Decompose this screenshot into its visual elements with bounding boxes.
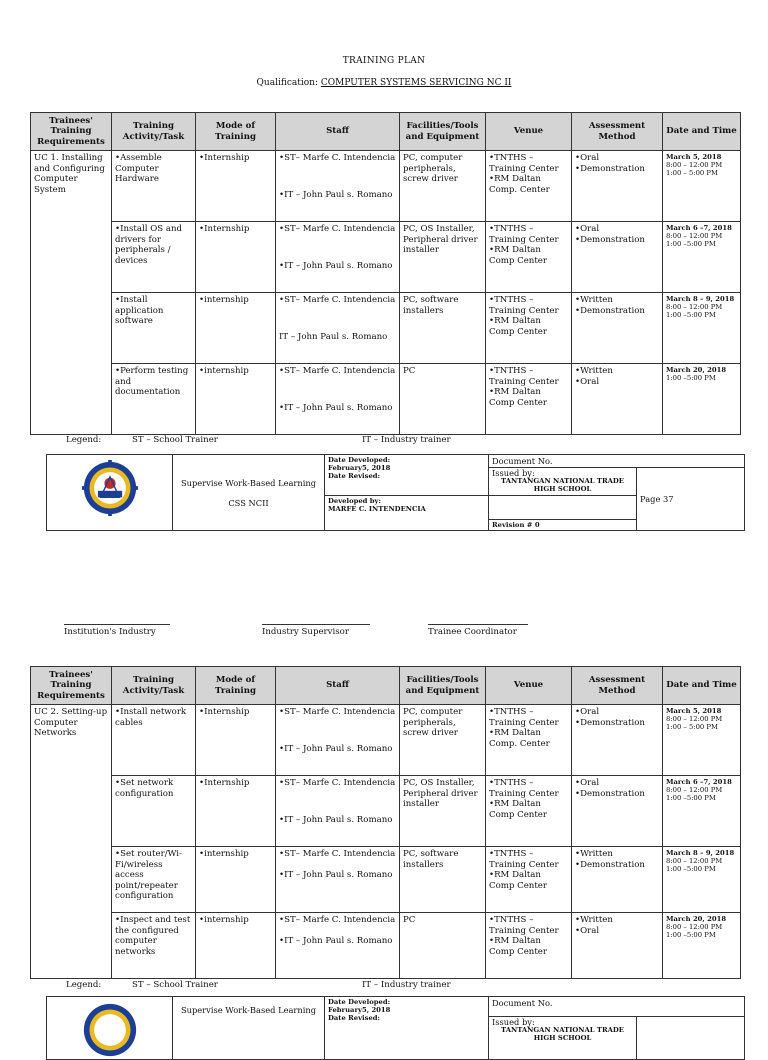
training-time: 1:00 –5:00 PM: [666, 240, 716, 248]
training-plan-table-uc1: [30, 112, 741, 435]
training-date: March 6 –7, 2018: [666, 778, 732, 786]
table-row: [31, 364, 741, 435]
legend-school-trainer: ST – School Trainer: [132, 435, 218, 445]
revision-number: Revision # 0: [489, 520, 637, 531]
training-time: 1:00 –5:00 PM: [666, 865, 716, 873]
school-logo: [81, 1002, 139, 1058]
venue-secondary: • RM Daltan Comp Center: [489, 316, 568, 337]
staff-school-trainer: • ST– Marfe C. Intendencia: [279, 915, 396, 926]
training-date: March 20, 2018: [666, 915, 727, 923]
legend-label: Legend:: [66, 980, 102, 990]
staff-industry-trainer: • IT – John Paul s. Romano: [279, 261, 396, 272]
venue-primary: • TNTHS – Training Center: [489, 849, 568, 870]
training-time: 8:00 – 12:00 PM: [666, 161, 723, 169]
training-mode: • internship: [199, 849, 272, 860]
facilities: PC: [400, 913, 486, 979]
developed-by-label: Developed by:: [328, 497, 382, 505]
assessment-method: • Oral: [575, 377, 659, 388]
venue-primary: • TNTHS – Training Center: [489, 707, 568, 728]
issued-by-cell: [489, 1016, 637, 1059]
developed-by-cell: [325, 496, 489, 531]
column-header: Training Activity/Task: [112, 113, 196, 151]
training-time: 8:00 – 12:00 PM: [666, 923, 723, 931]
legend-school-trainer: ST – School Trainer: [132, 980, 218, 990]
training-mode: • Internship: [199, 778, 272, 789]
venue-primary: • TNTHS – Training Center: [489, 224, 568, 245]
column-header: Trainees' Training Requirements: [31, 667, 112, 705]
footer-program-title: Supervise Work-Based Learning: [180, 1005, 317, 1015]
facilities: PC, computer peripherals, screw driver: [400, 151, 486, 222]
assessment-method: • Demonstration: [575, 164, 659, 175]
logo-cell: [47, 997, 173, 1060]
legend-industry-trainer: IT – Industry trainer: [362, 435, 451, 445]
facilities: PC, software installers: [400, 847, 486, 913]
staff-school-trainer: • ST– Marfe C. Intendencia: [279, 295, 396, 306]
assessment-method: • Demonstration: [575, 718, 659, 729]
signature-industry-supervisor: Industry Supervisor: [262, 624, 370, 637]
activity-task: • Install OS and drivers for peripherals / devices: [115, 224, 192, 266]
assessment-method: • Written: [575, 295, 659, 306]
staff-industry-trainer: • IT – John Paul s. Romano: [279, 815, 396, 826]
table-row: [31, 705, 741, 776]
activity-task: • Inspect and test the configured computer networks: [115, 915, 192, 957]
requirement-cell: UC 1. Installing and Configuring Computer System: [31, 151, 112, 435]
blank-cell: [489, 496, 637, 520]
venue-secondary: • RM Daltan Comp Center: [489, 870, 568, 891]
staff-school-trainer: • ST– Marfe C. Intendencia: [279, 224, 396, 235]
document-footer: [46, 996, 745, 1060]
training-mode: • Internship: [199, 224, 272, 235]
training-date: March 6 –7, 2018: [666, 224, 732, 232]
footer-center-cell: [173, 997, 325, 1060]
requirement-cell: UC 2. Setting-up Computer Networks: [31, 705, 112, 979]
page-number: Page 37: [637, 468, 745, 531]
training-mode: • internship: [199, 366, 272, 377]
column-header: Assessment Method: [572, 667, 663, 705]
assessment-method: • Demonstration: [575, 860, 659, 871]
training-mode: • Internship: [199, 153, 272, 164]
date-developed-cell: [325, 455, 489, 496]
venue-secondary: • RM Daltan Comp. Center: [489, 728, 568, 749]
activity-task: • Install network cables: [115, 707, 192, 728]
signature-institution-industry: Institution's Industry: [64, 624, 170, 637]
assessment-method: • Written: [575, 849, 659, 860]
training-time: 1:00 –5:00 PM: [666, 931, 716, 939]
staff-industry-trainer: • IT – John Paul s. Romano: [279, 936, 396, 947]
facilities: PC, OS Installer, Peripheral driver installer: [400, 222, 486, 293]
staff-industry-trainer: • IT – John Paul s. Romano: [279, 403, 396, 414]
training-mode: • internship: [199, 295, 272, 306]
signature-trainee-coordinator: Trainee Coordinator: [428, 624, 528, 637]
date-developed-label: Date Developed:: [328, 456, 391, 464]
venue-primary: • TNTHS – Training Center: [489, 153, 568, 174]
column-header: Assessment Method: [572, 113, 663, 151]
issued-by-cell: [489, 468, 637, 496]
training-time: 8:00 – 12:00 PM: [666, 857, 723, 865]
facilities: PC, OS Installer, Peripheral driver installer: [400, 776, 486, 847]
assessment-method: • Oral: [575, 224, 659, 235]
staff-school-trainer: • ST– Marfe C. Intendencia: [279, 778, 396, 789]
table-row: [31, 293, 741, 364]
training-date: March 8 – 9, 2018: [666, 295, 735, 303]
qualification-label: Qualification:: [256, 78, 318, 88]
footer-center-cell: [173, 455, 325, 531]
assessment-method: • Oral: [575, 153, 659, 164]
page-number-cell: [637, 1016, 745, 1059]
staff-industry-trainer: IT – John Paul s. Romano: [279, 331, 388, 342]
activity-task: • Set router/Wi-Fi/wireless access point/repeater configuration: [115, 849, 192, 902]
issuer-name: TANTANGAN NATIONAL TRADE HIGH SCHOOL: [501, 1025, 624, 1042]
staff-school-trainer: • ST– Marfe C. Intendencia: [279, 707, 396, 718]
training-time: 1:00 – 5:00 PM: [666, 169, 718, 177]
table-row: [31, 913, 741, 979]
training-date: March 5, 2018: [666, 707, 722, 715]
date-developed-value: February5, 2018: [328, 464, 391, 472]
venue-secondary: • RM Daltan Comp Center: [489, 936, 568, 957]
venue-primary: • TNTHS – Training Center: [489, 915, 568, 936]
activity-task: • Install application software: [115, 295, 192, 327]
activity-task: • Assemble Computer Hardware: [115, 153, 192, 185]
issuer-name: TANTANGAN NATIONAL TRADE HIGH SCHOOL: [501, 477, 624, 493]
school-logo: [81, 460, 139, 516]
legend-label: Legend:: [66, 435, 102, 445]
developer-name: MARFE C. INTENDENCIA: [328, 505, 426, 513]
staff-school-trainer: • ST– Marfe C. Intendencia: [279, 366, 396, 377]
venue-primary: • TNTHS – Training Center: [489, 778, 568, 799]
issued-by-label: Issued by:: [492, 1016, 535, 1027]
date-developed-label: Date Developed:: [328, 998, 391, 1006]
training-time: 1:00 –5:00 PM: [666, 794, 716, 802]
footer-program-title: Supervise Work-Based Learning: [180, 477, 317, 488]
date-revised-label: Date Revised:: [328, 1014, 381, 1022]
assessment-method: • Demonstration: [575, 789, 659, 800]
training-time: 8:00 – 12:00 PM: [666, 786, 723, 794]
training-plan-table-uc2: [30, 666, 741, 979]
column-header: Date and Time: [663, 667, 741, 705]
assessment-method: • Written: [575, 915, 659, 926]
table-row: [31, 151, 741, 222]
date-revised-label: Date Revised:: [328, 472, 381, 480]
date-developed-cell: [325, 997, 489, 1060]
training-date: March 5, 2018: [666, 153, 722, 161]
training-time: 8:00 – 12:00 PM: [666, 715, 723, 723]
logo-cell: [47, 455, 173, 531]
table-row: [31, 222, 741, 293]
document-title: TRAINING PLAN: [342, 56, 426, 66]
venue-secondary: • RM Daltan Comp Center: [489, 799, 568, 820]
column-header: Trainees' Training Requirements: [31, 113, 112, 151]
document-number: Document No.: [489, 997, 745, 1017]
staff-school-trainer: • ST– Marfe C. Intendencia: [279, 849, 396, 860]
assessment-method: • Demonstration: [575, 306, 659, 317]
issued-by-label: Issued by:: [492, 468, 535, 478]
document-footer: [46, 454, 745, 531]
facilities: PC, computer peripherals, screw driver: [400, 705, 486, 776]
document-number: Document No.: [489, 455, 745, 468]
venue-secondary: • RM Daltan Comp Center: [489, 387, 568, 408]
qualification-line: [0, 78, 768, 88]
training-time: 1:00 –5:00 PM: [666, 374, 716, 382]
venue-primary: • TNTHS – Training Center: [489, 366, 568, 387]
qualification-value: COMPUTER SYSTEMS SERVICING NC II: [320, 78, 512, 88]
table-row: [31, 847, 741, 913]
footer-qualification: CSS NCII: [228, 497, 269, 508]
training-time: 1:00 –5:00 PM: [666, 311, 716, 319]
column-header: Mode of Training: [196, 113, 276, 151]
legend-industry-trainer: IT – Industry trainer: [362, 980, 451, 990]
staff-industry-trainer: • IT – John Paul s. Romano: [279, 190, 396, 201]
training-date: March 20, 2018: [666, 366, 727, 374]
column-header: Staff: [276, 113, 400, 151]
staff-industry-trainer: • IT – John Paul s. Romano: [279, 870, 396, 881]
venue-secondary: • RM Daltan Comp Center: [489, 245, 568, 266]
column-header: Facilities/Tools and Equipment: [400, 667, 486, 705]
venue-secondary: • RM Daltan Comp. Center: [489, 174, 568, 195]
date-developed-value: February5, 2018: [328, 1006, 391, 1014]
assessment-method: • Written: [575, 366, 659, 377]
column-header: Venue: [486, 667, 572, 705]
training-mode: • internship: [199, 915, 272, 926]
column-header: Staff: [276, 667, 400, 705]
staff-industry-trainer: • IT – John Paul s. Romano: [279, 744, 396, 755]
document-footer-clipped: [46, 996, 745, 1042]
facilities: PC: [400, 364, 486, 435]
training-mode: • Internship: [199, 707, 272, 718]
activity-task: • Set network configuration: [115, 778, 192, 799]
column-header: Date and Time: [663, 113, 741, 151]
training-date: March 8 – 9, 2018: [666, 849, 735, 857]
staff-school-trainer: • ST– Marfe C. Intendencia: [279, 153, 396, 164]
column-header: Training Activity/Task: [112, 667, 196, 705]
assessment-method: • Oral: [575, 926, 659, 937]
assessment-method: • Demonstration: [575, 235, 659, 246]
facilities: PC, software installers: [400, 293, 486, 364]
activity-task: • Perform testing and documentation: [115, 366, 192, 398]
training-time: 1:00 – 5:00 PM: [666, 723, 718, 731]
assessment-method: • Oral: [575, 778, 659, 789]
column-header: Venue: [486, 113, 572, 151]
venue-primary: • TNTHS – Training Center: [489, 295, 568, 316]
training-time: 8:00 – 12:00 PM: [666, 303, 723, 311]
column-header: Mode of Training: [196, 667, 276, 705]
assessment-method: • Oral: [575, 707, 659, 718]
column-header: Facilities/Tools and Equipment: [400, 113, 486, 151]
table-row: [31, 776, 741, 847]
training-time: 8:00 – 12:00 PM: [666, 232, 723, 240]
